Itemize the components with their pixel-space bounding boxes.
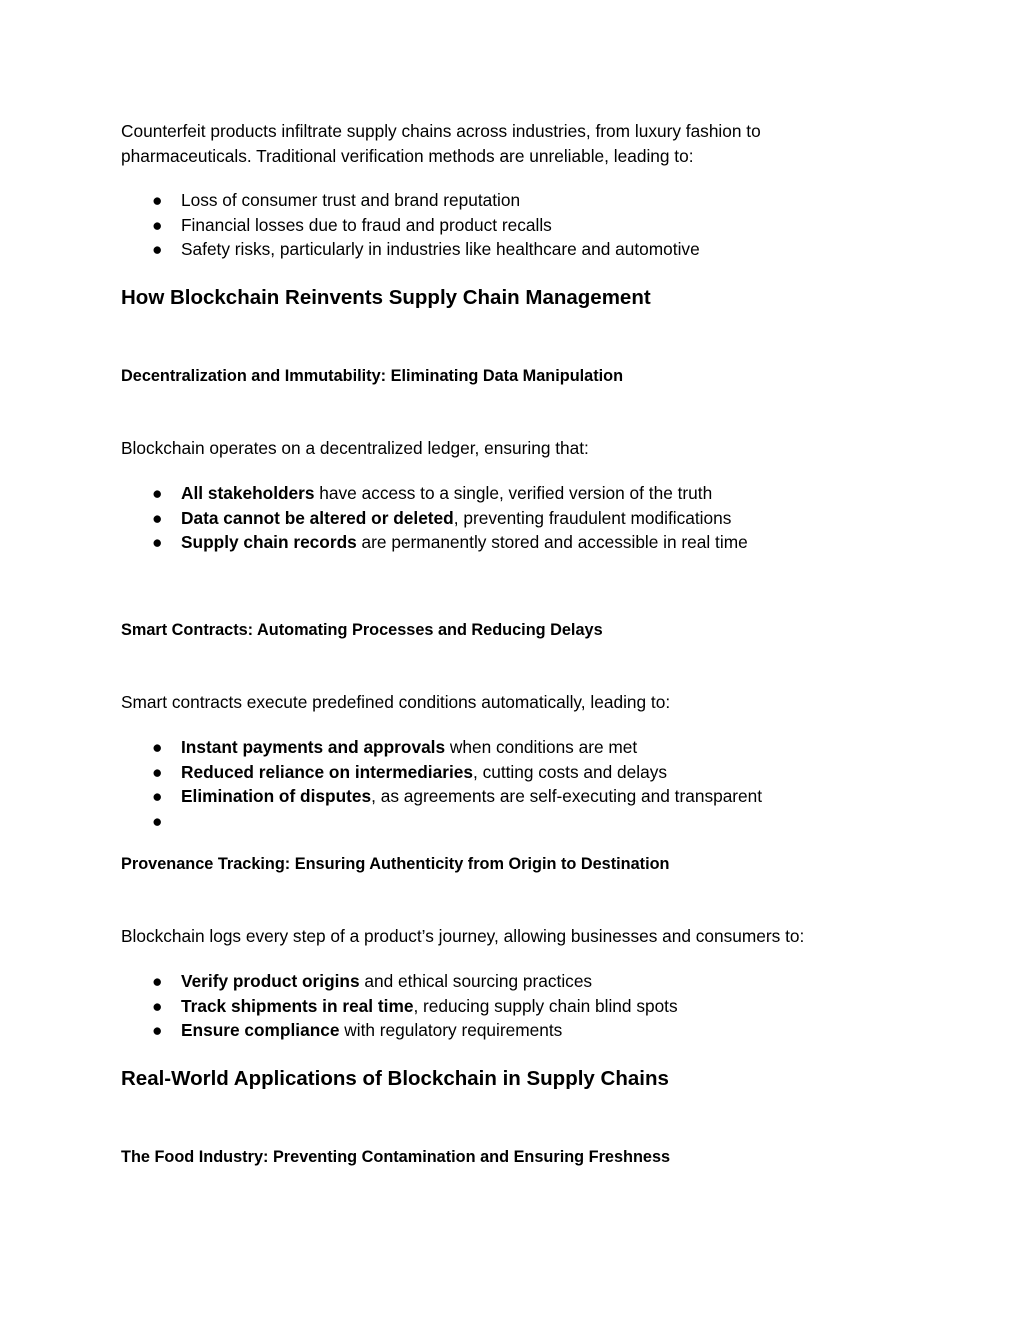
- list-item: ● Data cannot be altered or deleted, preventing fraudulent modifications: [121, 506, 921, 531]
- list-item: ● Loss of consumer trust and brand reputation: [121, 188, 921, 213]
- paragraph: Smart contracts execute predefined conditions automatically, leading to:: [121, 692, 671, 712]
- list-item: ● Reduced reliance on intermediaries, cutting costs and delays: [121, 760, 921, 785]
- bullet-icon: ●: [152, 214, 163, 235]
- subsection-heading: Smart Contracts: Automating Processes and Reducing Delays: [121, 621, 603, 639]
- paragraph: Blockchain operates on a decentralized ledger, ensuring that:: [121, 438, 589, 458]
- bullet-icon: ●: [152, 239, 163, 259]
- bullet-icon: ●: [152, 483, 163, 503]
- list-item: ● All stakeholders have access to a single, verified version of the truth: [121, 481, 921, 506]
- subsection-heading: Decentralization and Immutability: Eliminating Data Manipulation: [121, 367, 624, 385]
- bullet-icon: ●: [152, 810, 163, 831]
- intro-bullet-list: [121, 188, 921, 262]
- list-item: ● Ensure compliance with regulatory requirements: [121, 1018, 921, 1043]
- bullet-icon: ●: [152, 190, 163, 210]
- list-item: ● Elimination of disputes, as agreements are self-executing and transparent: [121, 784, 921, 809]
- bullet-icon: ●: [152, 507, 163, 528]
- list-item: ● Verify product origins and ethical sourcing practices: [121, 969, 921, 994]
- bullet-icon: ●: [152, 1020, 163, 1040]
- paragraph: Blockchain logs every step of a product’s journey, allowing businesses and consumers to:: [121, 926, 805, 946]
- section-heading: How Blockchain Reinvents Supply Chain Management: [121, 286, 651, 309]
- bullet-icon: ●: [152, 995, 163, 1016]
- subsection-heading: Provenance Tracking: Ensuring Authenticity from Origin to Destination: [121, 855, 670, 873]
- intro-paragraph: [121, 119, 921, 168]
- list-item: ● Safety risks, particularly in industries like healthcare and automotive: [121, 237, 921, 262]
- bullet-list: [121, 481, 921, 555]
- list-item: ● Financial losses due to fraud and product recalls: [121, 213, 921, 238]
- section-heading: Real-World Applications of Blockchain in Supply Chains: [121, 1067, 669, 1090]
- bullet-list: [121, 969, 921, 1043]
- list-item: ● Track shipments in real time, reducing supply chain blind spots: [121, 994, 921, 1019]
- list-item: ● Instant payments and approvals when conditions are met: [121, 735, 921, 760]
- list-item: ● Supply chain records are permanently stored and accessible in real time: [121, 530, 921, 555]
- bullet-icon: ●: [152, 737, 163, 757]
- bullet-icon: ●: [152, 786, 163, 806]
- bullet-icon: ●: [152, 761, 163, 782]
- subsection-heading: The Food Industry: Preventing Contamination and Ensuring Freshness: [121, 1148, 671, 1166]
- intro-line-1: Counterfeit products infiltrate supply chains across industries, from luxury fashion to: [121, 121, 761, 141]
- list-item-empty: [121, 809, 921, 834]
- bullet-icon: ●: [152, 532, 163, 552]
- bullet-icon: ●: [152, 971, 163, 991]
- bullet-list: [121, 735, 921, 833]
- intro-line-2: pharmaceuticals. Traditional verification methods are unreliable, leading to:: [121, 145, 694, 166]
